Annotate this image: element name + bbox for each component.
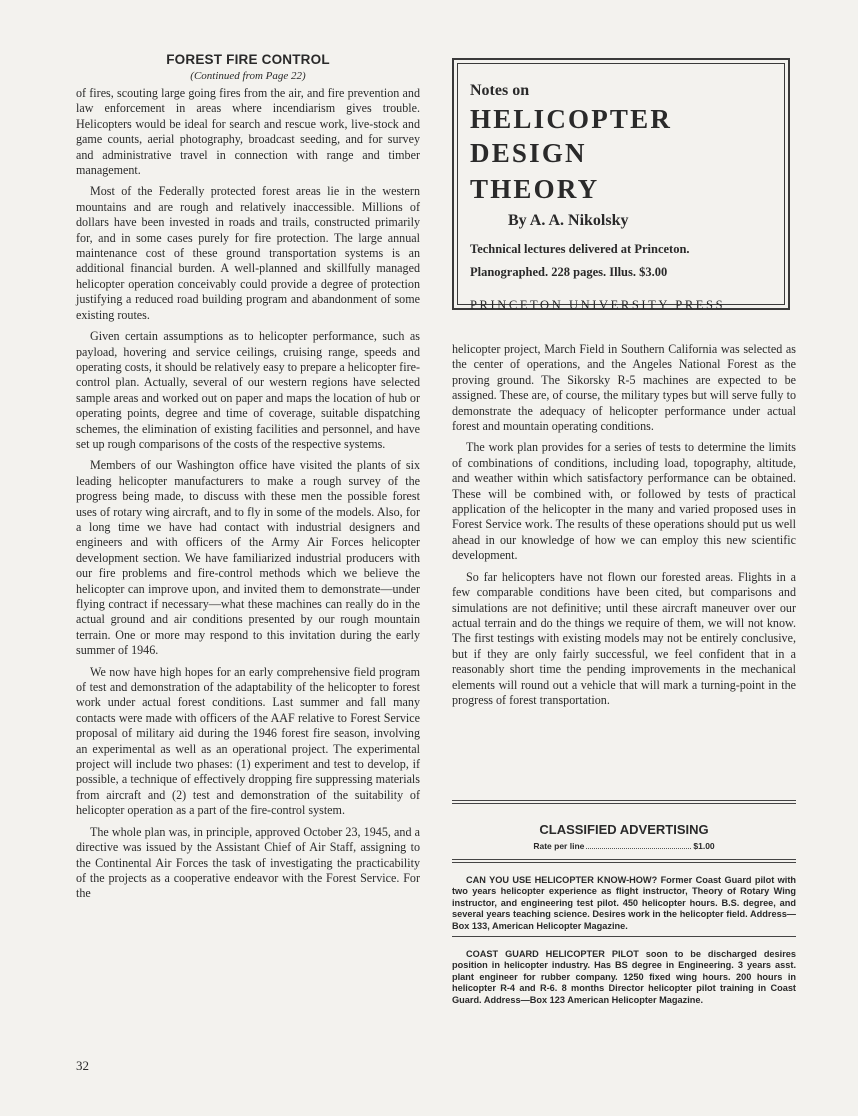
page-number: 32 [76, 1058, 89, 1073]
classified-title: CLASSIFIED ADVERTISING [539, 822, 709, 837]
rate-value: $1.00 [693, 841, 715, 851]
paragraph: Given certain assumptions as to helicopter performance, such as payload, hovering and service ceilings, cruising range, speeds and operating costs, it should be relatively easy to prepare a helicopter fire-control plan. Actually, several of our western regions have selected sample areas and worked out on paper and maps the location of hub or operating points, degree and time of coverage, suitable dispatching schemes, the elimination of existing facilities and personnel, and have set up rough comparisons of the costs of the respective systems. [76, 329, 420, 451]
book-advertisement [452, 58, 790, 310]
ad-notes-on: Notes on [470, 82, 530, 99]
article-continued-note: (Continued from Page 22) [190, 70, 306, 82]
paragraph: The work plan provides for a series of tests to determine the limits of combinations of conditions, including load, topography, altitude, and weather within which satisfactory performance can be obtained. These will be combined with, or followed by tests of practical application of the helicopter in the many and varied proposed uses in Forest Service work. The results of these operations should put us well ahead in our knowledge of how we can employ this new scientific development. [452, 440, 796, 563]
divider [452, 800, 796, 804]
rate-label: Rate per line [533, 841, 585, 851]
classified-ad: COAST GUARD HELICOPTER PILOT soon to be discharged desires position in helicopter industry. Has BS degree in Engineering. 3 years asst. plant engineer for rubber company. 1250 fixed wing hours. 200 hours in helicopter R-4 and R-6. 8 months Director helicopter pilot training in Coast Guard. Address—Box 123 American Helicopter Magazine. [452, 949, 796, 1005]
ad-author: By A. A. Nikolsky [508, 212, 629, 229]
ad-book-title-line2: THEORY [470, 174, 600, 204]
paragraph: Most of the Federally protected forest areas lie in the western mountains and are rough and relatively inaccessible. Millions of dollars have been invested in roads and trails, constructed primarily for, and in some cases purely for fire protection. The large annual maintenance cost of these ground transportation systems is an additional financial burden. A well-planned and skillfully managed helicopter operation conceivably could provide a degree of protection justifying a reduced road building program and abandonment of some existing routes. [76, 184, 420, 322]
classified-ad: CAN YOU USE HELICOPTER KNOW-HOW? Former Coast Guard pilot with two years helicopter experience as flight instructor, Theory of Rotary Wing instructor, and engineering test pilot. 450 helicopter hours. B.S. degree, and several years teaching science. Desires work in the helicopter field. Address—Box 133, American Helicopter Magazine. [452, 875, 796, 931]
ad-book-title-line1: HELICOPTER DESIGN [470, 104, 673, 168]
paragraph: helicopter project, March Field in Southern California was selected as the center of operations, and the Angeles National Forest as the proving ground. The Sikorsky R-5 machines are expected to be assigned. These are, of course, the military types but will serve fully to demonstrate the adequacy of helicopter performance under actual forest and mountain operating conditions. [452, 342, 796, 434]
paragraph: We now have high hopes for an early comprehensive field program of test and demonstration of the adaptability of the helicopter to forest work under actual forest conditions. Last summer and fall many contacts were made with officers of the AAF relative to Forest Service proposal of military aid during the 1946 forest fire season, involving an experimental as well as an operational project. The experimental project will include two phases: (1) experiment and test to develop, if possible, a technique of effectively dropping fire suppressing materials from aircraft and (2) test and demonstration of the suitability of helicopter operation as a part of the fire-control system. [76, 664, 420, 818]
ad-details: Planographed. 228 pages. Illus. $3.00 [470, 265, 668, 279]
ad-publisher: PRINCETON UNIVERSITY PRESS [470, 298, 726, 312]
right-column [452, 342, 796, 714]
article-title: FOREST FIRE CONTROL [166, 52, 330, 67]
classified-rate [452, 841, 796, 851]
ad-description: Technical lectures delivered at Princeton. [470, 242, 690, 256]
rate-leader [586, 848, 691, 849]
paragraph: of fires, scouting large going fires from the air, and fire prevention and law enforcement in areas where incendiarism gives trouble. Helicopters would be ideal for search and rescue work, live-stock and game counts, aerial photography, broadcast seeding, and for survey and administrative travel in connection with range and timber management. [76, 86, 420, 178]
paragraph: The whole plan was, in principle, approved October 23, 1945, and a directive was issued by the Assistant Chief of Air Staff, assigning to the Continental Air Forces the task of investigating the practicability of the projects as a cooperative endeavor with the Forest Service. For the [76, 824, 420, 901]
paragraph: So far helicopters have not flown our forested areas. Flights in a few comparable conditions have been cited, but comparisons and simulations are not definitive; until these aircraft maneuver over our actual terrain and do the things we require of them, we will not know. The first testings with existing models may not be entirely conclusive, but if they are only fairly successful, we feel confident that in a reasonably short time the pending improvements in the mechanical elements will round out a vehicle that will mark a turning-point in the progress of forest transportation. [452, 569, 796, 707]
classified-section [452, 800, 796, 1010]
paragraph: Members of our Washington office have visited the plants of six leading helicopter manufacturers to make a rough survey of the progress being made, to discuss with these men the possible forest uses of rotary wing aircraft, and to fly in some of the models. Also, for a long time we have had contact with industrial designers and engineers and with officers of the Army Air Forces helicopter development section. We have familiarized industrial producers with our fire problems and fire-control methods which we believe the helicopter can improve upon, and invited them to demonstrate—under flying contract if necessary—what these machines can really do in the actual ground and air conditions presented by our rough mountain terrain. One or more may respond to this invitation during the early summer of 1946. [76, 458, 420, 658]
left-column [76, 52, 420, 908]
